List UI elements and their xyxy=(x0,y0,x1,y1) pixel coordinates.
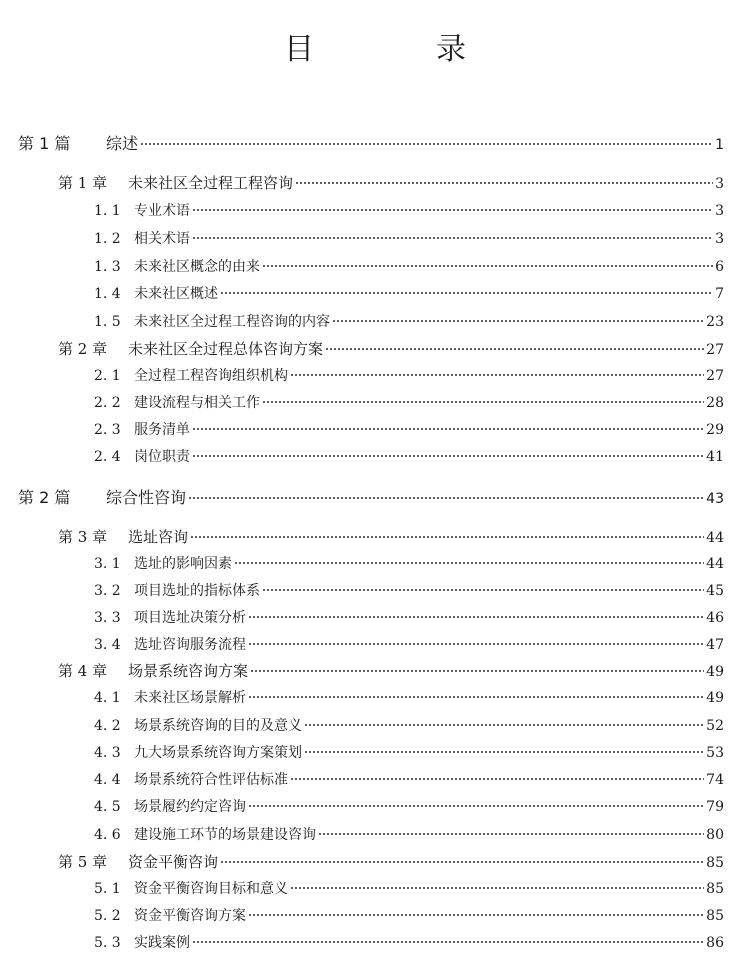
toc-entry-title: 未来社区场景解析 xyxy=(134,690,246,706)
toc-entry-title: 选址咨询 xyxy=(128,528,189,546)
toc-entry-number: 第 1 章 xyxy=(58,174,108,192)
toc-entry-label xyxy=(94,229,190,249)
toc-entry-title: 全过程工程咨询组织机构 xyxy=(134,368,288,384)
toc-entry-label xyxy=(94,554,232,574)
toc-chapter-row[interactable] xyxy=(58,173,724,194)
dot-leader xyxy=(262,588,704,592)
dot-leader xyxy=(192,940,704,944)
dot-leader xyxy=(295,181,713,185)
toc-section-row[interactable] xyxy=(94,284,724,304)
toc-page-number: 85 xyxy=(706,881,724,897)
toc-page-number: 49 xyxy=(706,690,724,706)
toc-section-row[interactable] xyxy=(94,743,724,763)
toc-entry-label xyxy=(94,825,316,845)
toc-entry-label xyxy=(94,312,330,332)
toc-section-row[interactable] xyxy=(94,554,724,574)
toc-entry-number: 第 5 章 xyxy=(58,853,108,871)
toc-entry-label xyxy=(94,420,190,440)
dot-leader xyxy=(248,615,704,619)
dot-leader xyxy=(290,777,704,781)
toc-section-row[interactable] xyxy=(94,825,724,845)
toc-entry-title: 场景系统符合性评估标准 xyxy=(134,772,288,788)
toc-entry-number: 第 2 篇 xyxy=(18,488,71,507)
toc-entry-number: 4. 1 xyxy=(94,690,121,706)
toc-entry-title: 未来社区概念的由来 xyxy=(134,259,260,275)
toc-entry-label xyxy=(94,635,246,655)
dot-leader xyxy=(192,208,713,212)
dot-leader xyxy=(220,291,713,295)
dot-leader xyxy=(248,695,704,699)
toc-section-row[interactable] xyxy=(94,393,724,413)
toc-entry-number: 2. 1 xyxy=(94,368,121,384)
toc-entry-title: 综合性咨询 xyxy=(106,488,187,507)
toc-entry-title: 服务清单 xyxy=(134,422,190,438)
toc-entry-number: 1. 4 xyxy=(94,286,121,302)
toc-page-number: 3 xyxy=(715,203,724,219)
toc-entry-title: 建设施工环节的场景建设咨询 xyxy=(134,827,316,843)
toc-entry-number: 3. 2 xyxy=(94,583,121,599)
toc-page-number: 3 xyxy=(715,176,724,192)
toc-entry-title: 未来社区全过程工程咨询 xyxy=(128,174,294,192)
toc-part-row[interactable] xyxy=(18,133,724,156)
dot-leader xyxy=(192,454,704,458)
toc-section-row[interactable] xyxy=(94,447,724,467)
toc-entry-title: 九大场景系统咨询方案策划 xyxy=(134,745,302,761)
toc-entry-number: 2. 4 xyxy=(94,449,121,465)
toc-entry-label xyxy=(94,581,260,601)
toc-entry-number: 1. 5 xyxy=(94,314,121,330)
dot-leader xyxy=(304,750,704,754)
toc-page-number: 85 xyxy=(706,855,724,871)
toc-page-number: 49 xyxy=(706,664,724,680)
toc-section-row[interactable] xyxy=(94,933,724,953)
toc-section-row[interactable] xyxy=(94,229,724,249)
toc-page-number: 7 xyxy=(715,286,724,302)
toc-entry-number: 4. 6 xyxy=(94,827,121,843)
toc-entry-label xyxy=(18,133,138,155)
dot-leader xyxy=(248,913,704,917)
toc-section-row[interactable] xyxy=(94,797,724,817)
toc-chapter-row[interactable] xyxy=(58,852,724,873)
toc-page-number: 79 xyxy=(706,799,724,815)
toc-entry-label xyxy=(94,716,302,736)
toc-section-row[interactable] xyxy=(94,635,724,655)
toc-entry-label xyxy=(94,201,190,221)
toc-entry-title: 场景履约约定咨询 xyxy=(134,799,246,815)
toc-page-number: 80 xyxy=(706,827,724,843)
toc-entry-number: 3. 1 xyxy=(94,556,121,572)
dot-leader xyxy=(140,142,713,146)
toc-entry-title: 资金平衡咨询 xyxy=(128,853,219,871)
toc-entry-title: 未来社区概述 xyxy=(134,286,218,302)
toc-page-number: 41 xyxy=(706,449,724,465)
toc-entry-label xyxy=(94,688,246,708)
toc-section-row[interactable] xyxy=(94,201,724,221)
toc-entry-title: 选址咨询服务流程 xyxy=(134,637,246,653)
toc-page-number: 86 xyxy=(706,935,724,951)
toc-page-number: 43 xyxy=(706,491,724,507)
toc-entry-label xyxy=(94,879,288,899)
toc-part-row[interactable] xyxy=(18,487,724,510)
dot-leader xyxy=(325,347,704,351)
toc-entry-number: 1. 2 xyxy=(94,231,121,247)
dot-leader xyxy=(220,860,704,864)
toc-section-row[interactable] xyxy=(94,366,724,386)
toc-section-row[interactable] xyxy=(94,688,724,708)
dot-leader xyxy=(234,561,704,565)
toc-entry-label xyxy=(58,173,293,193)
toc-entry-title: 资金平衡咨询方案 xyxy=(134,908,246,924)
toc-entry-label xyxy=(58,527,188,547)
toc-entry-number: 4. 2 xyxy=(94,718,121,734)
toc-entry-label xyxy=(94,257,260,277)
toc-entry-title: 选址的影响因素 xyxy=(134,556,232,572)
toc-entry-title: 项目选址决策分析 xyxy=(134,610,246,626)
toc-entry-label xyxy=(94,770,288,790)
toc-chapter-row[interactable] xyxy=(58,339,724,360)
toc-page-number: 3 xyxy=(715,231,724,247)
toc-entry-number: 5. 2 xyxy=(94,908,121,924)
toc-entry-label xyxy=(94,933,190,953)
toc-entry-number: 3. 3 xyxy=(94,610,121,626)
toc-section-row[interactable] xyxy=(94,420,724,440)
dot-leader xyxy=(192,427,704,431)
toc-entry-title: 建设流程与相关工作 xyxy=(134,395,260,411)
toc-page-number: 45 xyxy=(706,583,724,599)
toc-entry-label xyxy=(18,487,186,509)
toc-entry-title: 场景系统咨询方案 xyxy=(128,662,249,680)
toc-entry-title: 未来社区全过程工程咨询的内容 xyxy=(134,314,330,330)
toc-entry-title: 实践案例 xyxy=(134,935,190,951)
toc-entry-number: 5. 1 xyxy=(94,881,121,897)
dot-leader xyxy=(190,535,704,539)
toc-page-number: 27 xyxy=(706,368,724,384)
toc-entry-label xyxy=(94,906,246,926)
dot-leader xyxy=(304,723,704,727)
toc-entry-number: 第 1 篇 xyxy=(18,134,71,153)
toc-section-row[interactable] xyxy=(94,581,724,601)
toc-section-row[interactable] xyxy=(94,312,724,332)
toc-section-row[interactable] xyxy=(94,770,724,790)
toc-entry-number: 3. 4 xyxy=(94,637,121,653)
toc-entry-label xyxy=(58,661,248,681)
toc-entry-label xyxy=(94,366,288,386)
dot-leader xyxy=(248,642,704,646)
toc-entry-title: 资金平衡咨询目标和意义 xyxy=(134,881,288,897)
toc-entry-label xyxy=(94,284,218,304)
toc-page-number: 27 xyxy=(706,342,724,358)
toc-page-number: 53 xyxy=(706,745,724,761)
dot-leader xyxy=(290,373,704,377)
toc-page-number: 29 xyxy=(706,422,724,438)
toc-section-row[interactable] xyxy=(94,257,724,277)
toc-entry-number: 第 2 章 xyxy=(58,340,108,358)
toc-entry-label xyxy=(94,447,190,467)
toc-section-row[interactable] xyxy=(94,879,724,899)
dot-leader xyxy=(332,319,704,323)
toc-entry-number: 4. 3 xyxy=(94,745,121,761)
toc-page-number: 46 xyxy=(706,610,724,626)
toc-entry-label xyxy=(58,852,218,872)
toc-page-number: 1 xyxy=(715,137,724,153)
toc-entry-number: 第 3 章 xyxy=(58,528,108,546)
toc-entry-label xyxy=(94,393,260,413)
toc-entry-number: 2. 3 xyxy=(94,422,121,438)
toc-chapter-row[interactable] xyxy=(58,661,724,682)
dot-leader xyxy=(318,832,704,836)
toc-entry-label xyxy=(94,743,302,763)
toc-entry-number: 第 4 章 xyxy=(58,662,108,680)
dot-leader xyxy=(250,669,704,673)
toc-page-number: 28 xyxy=(706,395,724,411)
toc-page-number: 74 xyxy=(706,772,724,788)
toc-entry-number: 2. 2 xyxy=(94,395,121,411)
toc-page-number: 85 xyxy=(706,908,724,924)
dot-leader xyxy=(188,496,704,500)
dot-leader xyxy=(290,886,704,890)
toc-entry-label xyxy=(94,608,246,628)
page-title: 目 录 xyxy=(284,32,512,67)
toc-entry-number: 1. 1 xyxy=(94,203,121,219)
toc-entry-title: 未来社区全过程总体咨询方案 xyxy=(128,340,324,358)
toc-page-number: 44 xyxy=(706,530,724,546)
toc-entry-title: 项目选址的指标体系 xyxy=(134,583,260,599)
toc-entry-number: 4. 5 xyxy=(94,799,121,815)
toc-entry-number: 1. 3 xyxy=(94,259,121,275)
toc-entry-title: 综述 xyxy=(106,134,139,153)
toc-page-number: 47 xyxy=(706,637,724,653)
toc-entry-label xyxy=(94,797,246,817)
toc-entry-number: 4. 4 xyxy=(94,772,121,788)
toc-entry-title: 专业术语 xyxy=(134,203,190,219)
dot-leader xyxy=(262,400,704,404)
toc-page-number: 23 xyxy=(706,314,724,330)
toc-entry-label xyxy=(58,339,323,359)
toc-section-row[interactable] xyxy=(94,608,724,628)
dot-leader xyxy=(248,804,704,808)
toc-entry-title: 相关术语 xyxy=(134,231,190,247)
toc-section-row[interactable] xyxy=(94,716,724,736)
toc-page-number: 44 xyxy=(706,556,724,572)
toc-entry-title: 场景系统咨询的目的及意义 xyxy=(134,718,302,734)
toc-entry-title: 岗位职责 xyxy=(134,449,190,465)
dot-leader xyxy=(262,264,713,268)
toc-chapter-row[interactable] xyxy=(58,527,724,548)
dot-leader xyxy=(192,236,713,240)
toc-page-number: 52 xyxy=(706,718,724,734)
toc-section-row[interactable] xyxy=(94,906,724,926)
toc-entry-number: 5. 3 xyxy=(94,935,121,951)
toc-page-number: 6 xyxy=(715,259,724,275)
